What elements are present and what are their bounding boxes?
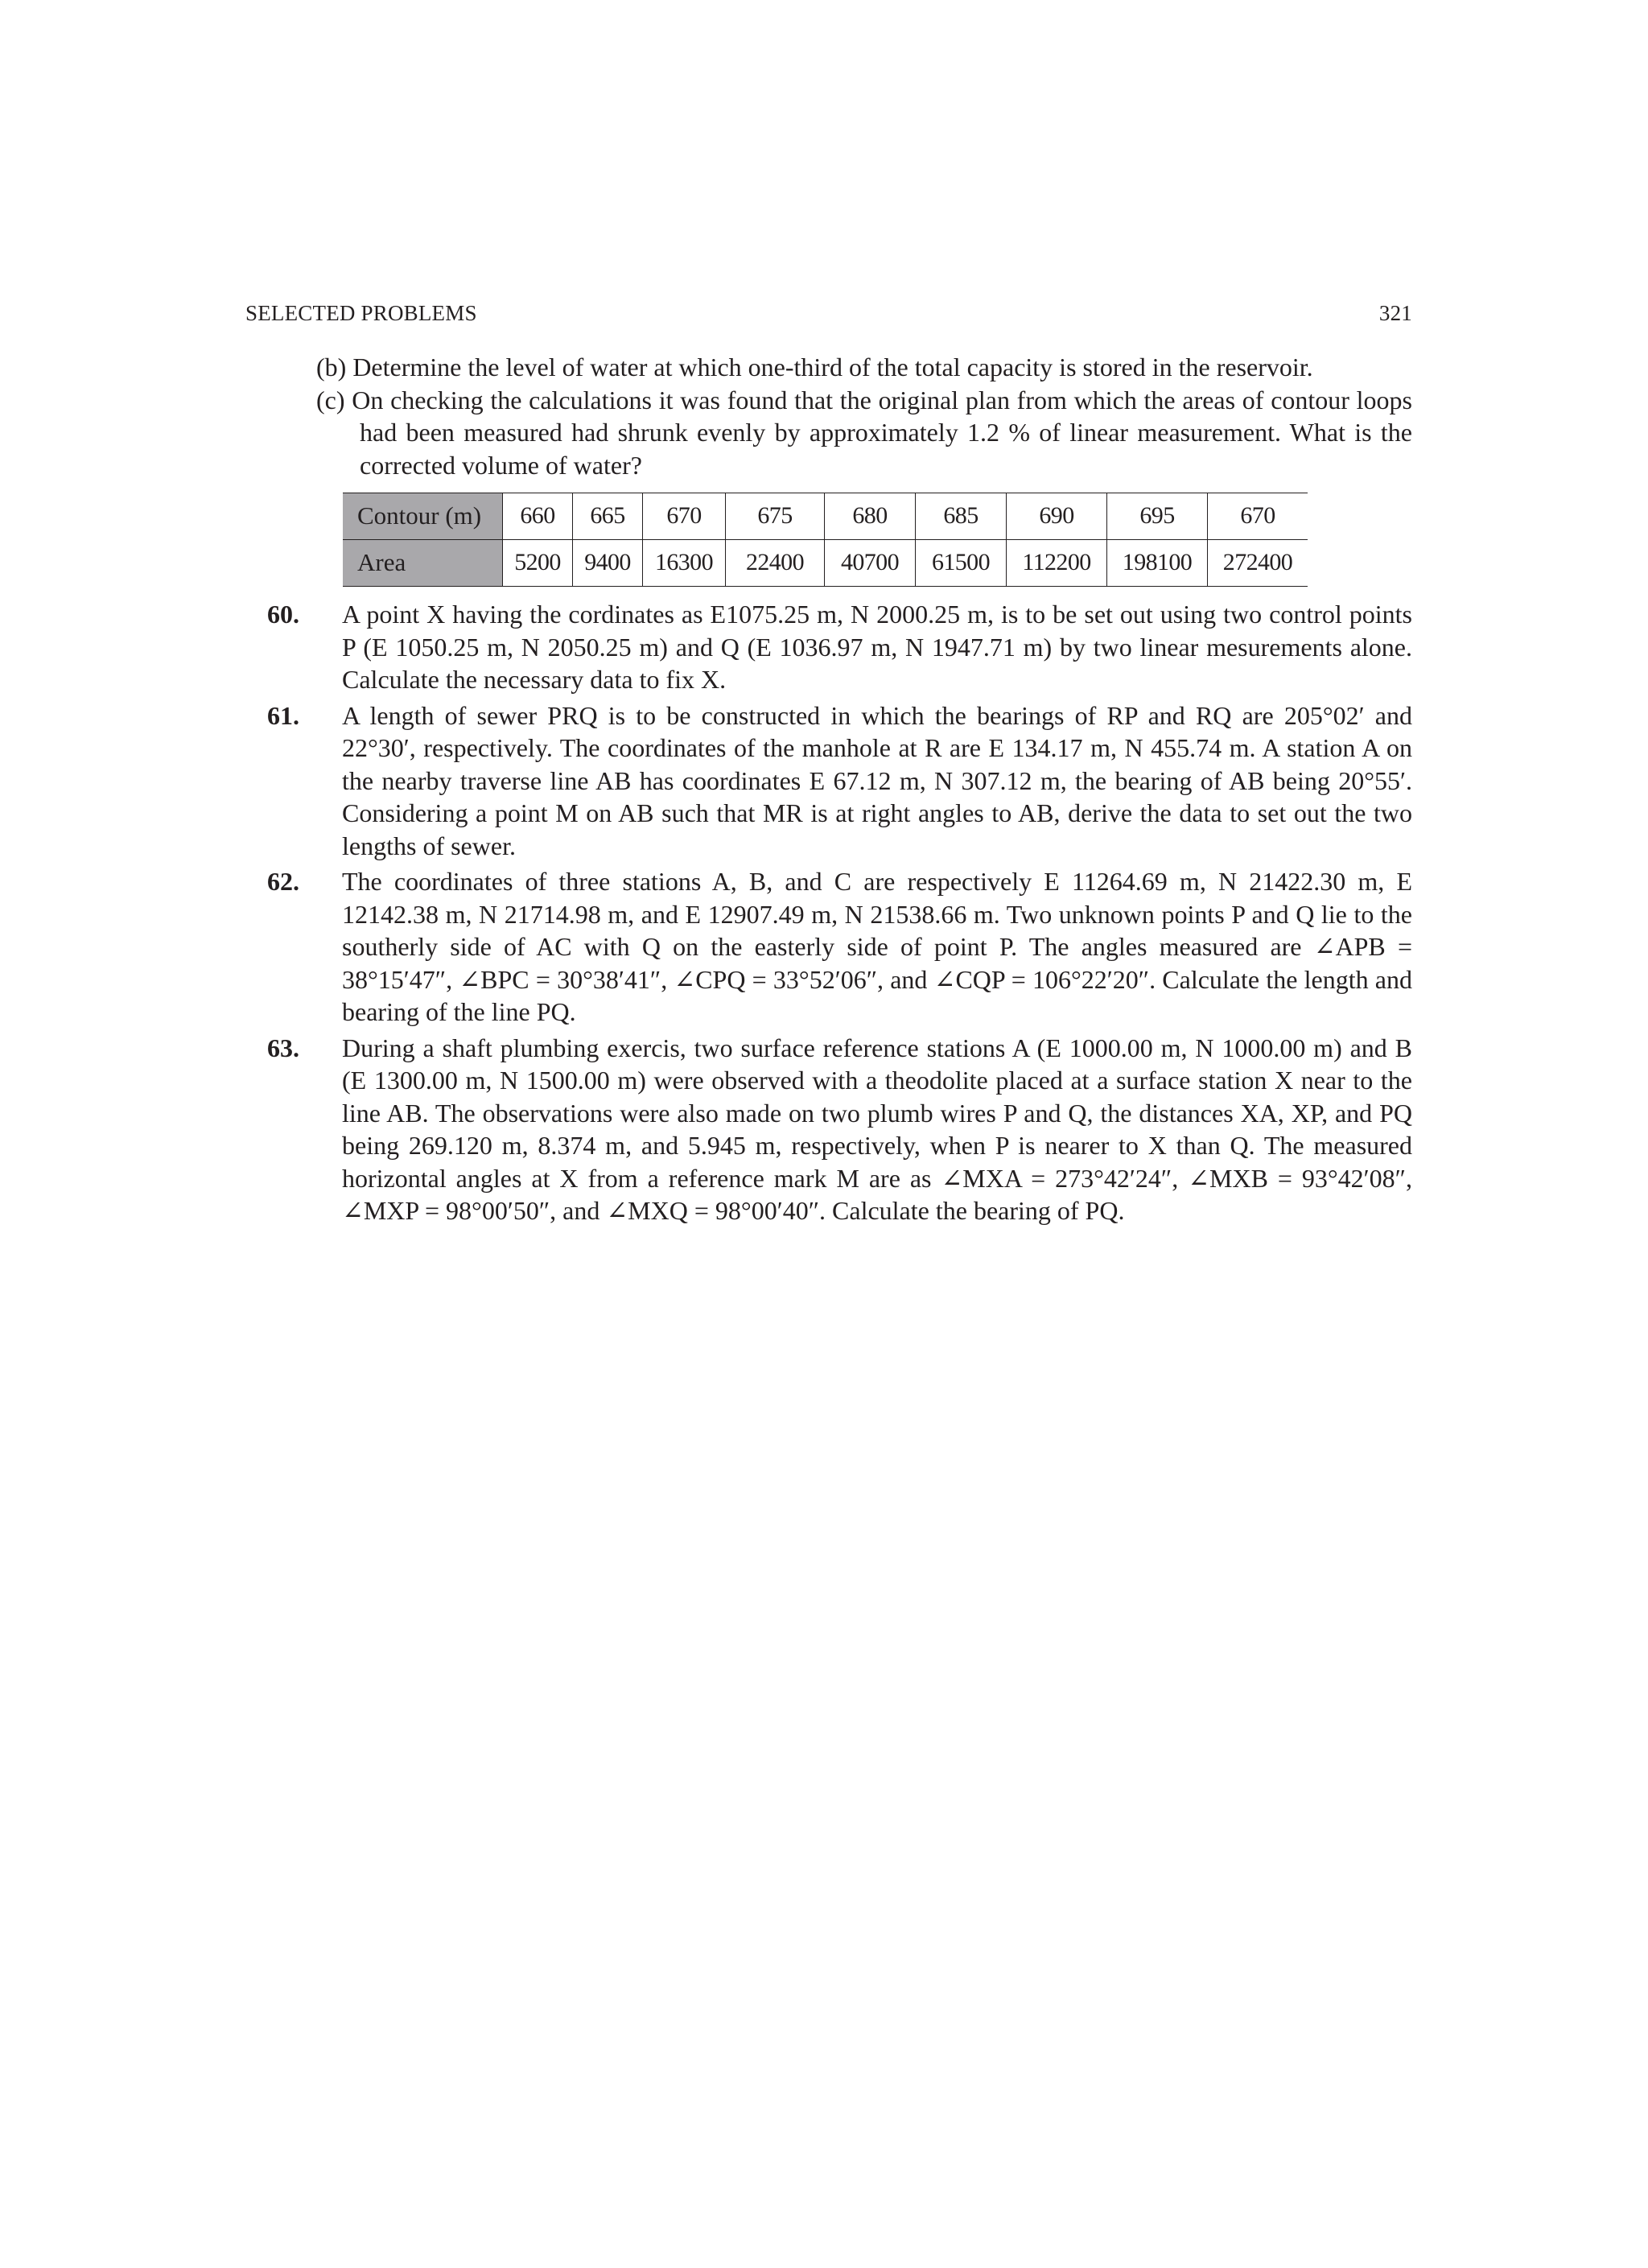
table-row (343, 493, 1308, 540)
sub-item-label: (c) (316, 385, 345, 414)
page-content (267, 351, 1413, 1231)
table-cell: 22400 (726, 540, 825, 587)
running-title: SELECTED PROBLEMS (245, 301, 477, 325)
table-row (343, 540, 1308, 587)
row-header-contour: Contour (m) (343, 493, 503, 540)
sub-item-b (249, 351, 1412, 384)
problem-number: 60. (267, 600, 299, 629)
table-cell: 5200 (503, 540, 573, 587)
table-cell: 9400 (573, 540, 643, 587)
table-cell: 695 (1107, 493, 1208, 540)
table-cell: 670 (643, 493, 726, 540)
table-cell: 40700 (825, 540, 916, 587)
table-cell: 61500 (916, 540, 1007, 587)
sub-item-c (249, 384, 1412, 482)
problem-text: A point X having the cordinates as E1075.25 m, N 2000.25 m, is to be set out using two control points P (E 1050.25 m, N 2050.25 m) and Q (E 1036.97 m, N 1947.71 m) by two linear mesurements alone. Calculate the necessary data to fix X. (342, 600, 1412, 694)
problem-text: The coordinates of three stations A, B, and C are respectively E 11264.69 m, N 21422.30 m, E 12142.38 m, N 21714.98 m, and E 12907.49 m, N 21538.66 m. Two unknown points P and Q lie to the southerly side of AC with Q on the easterly side of point P. The angles measured are ∠APB = 38°15′47″, ∠BPC = 30°38′41″, ∠CPQ = 33°52′06″, and ∠CQP = 106°22′20″. Calculate the length and bearing of the line PQ. (342, 867, 1412, 1026)
page-number: 321 (1378, 301, 1412, 325)
table-cell: 690 (1007, 493, 1107, 540)
table-cell: 675 (726, 493, 825, 540)
problem-number: 62. (267, 867, 299, 896)
sub-item-text: Determine the level of water at which one-third of the total capacity is stored in the reservoir. (352, 353, 1313, 381)
problem-text: During a shaft plumbing exercis, two surface reference stations A (E 1000.00 m, N 1000.00 m) and B (E 1300.00 m, N 1500.00 m) were observed with a theodolite placed at a surface station X near to the line AB. The observations were also made on two plumb wires P and Q, the distances XA, XP, and PQ being 269.120 m, 8.374 m, and 5.945 m, respectively, when P is nearer to X than Q. The measured horizontal angles at X from a reference mark M are as ∠MXA = 273°42′24″, ∠MXB = 93°42′08″, ∠MXP = 98°00′50″, and ∠MXQ = 98°00′40″. Calculate the bearing of PQ. (342, 1033, 1412, 1225)
table-cell: 685 (916, 493, 1007, 540)
problem-number: 63. (267, 1033, 299, 1062)
problem-61 (267, 699, 1412, 863)
sub-item-text: On checking the calculations it was found that the original plan from which the areas of contour loops had been measured had shrunk evenly by approximately 1.2 % of linear measurement. What is the corrected volume of water? (352, 385, 1413, 480)
table-cell: 660 (503, 493, 573, 540)
table-cell: 665 (573, 493, 643, 540)
problem-text: A length of sewer PRQ is to be constructed in which the bearings of RP and RQ are 205°02′ and 22°30′, respectively. The coordinates of the manhole at R are E 134.17 m, N 455.74 m. A station A on the nearby traverse line AB has coordinates E 67.12 m, N 307.12 m, the bearing of AB being 20°55′. Considering a point M on AB such that MR is at right angles to AB, derive the data to set out the two lengths of sewer. (342, 700, 1412, 860)
page-header (245, 301, 1412, 333)
problem-60 (267, 598, 1412, 696)
problem-62 (267, 865, 1412, 1029)
row-header-area: Area (343, 540, 503, 587)
table-cell: 272400 (1208, 540, 1308, 587)
sub-item-label: (b) (316, 353, 347, 381)
table-cell: 198100 (1107, 540, 1208, 587)
table-cell: 112200 (1007, 540, 1107, 587)
table-cell: 16300 (643, 540, 726, 587)
problem-number: 61. (267, 700, 299, 730)
table-cell: 670 (1208, 493, 1308, 540)
problem-63 (267, 1032, 1412, 1227)
contour-area-table (343, 493, 1308, 587)
table-cell: 680 (825, 493, 916, 540)
